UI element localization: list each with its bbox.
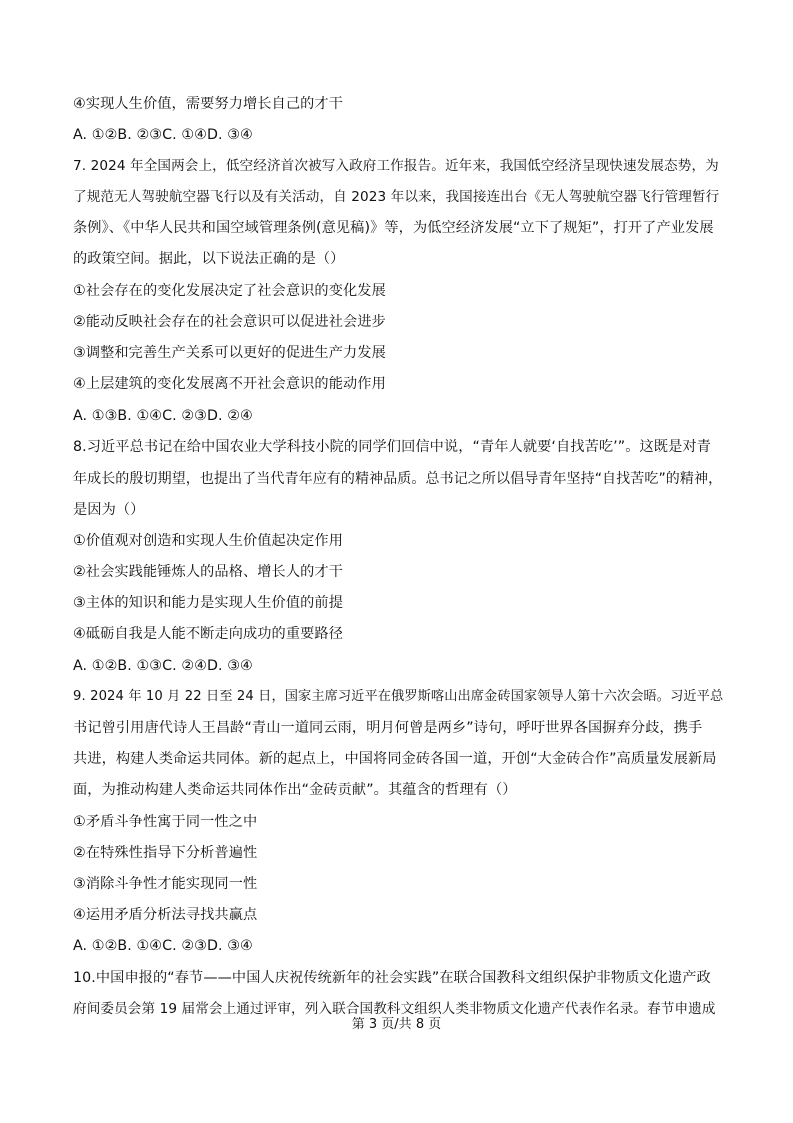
text-line: A. ①②B. ①④C. ②③D. ③④ <box>73 938 253 954</box>
text-line: A. ①②B. ①③C. ②④D. ③④ <box>73 658 253 674</box>
text-line: 了规范无人驾驶航空器飞行以及有关活动，自 2023 年以来，我国接连出台《无人驾驶航空器飞行管理暂行 <box>73 189 720 205</box>
text-line: ②社会实践能锤炼人的品格、增长人的才干 <box>73 564 343 580</box>
text-line: 共进，构建人类命运共同体。新的起点上，中国将同金砖各国一道，开创“大金砖合作”高质量发展新局 <box>73 751 717 767</box>
text-line: ④实现人生价值，需要努力增长自己的才干 <box>73 96 343 112</box>
text-line: ④运用矛盾分析法寻找共赢点 <box>73 907 258 923</box>
text-line: ④砥砺自我是人能不断走向成功的重要路径 <box>73 626 343 642</box>
text-line: 条例》、《中华人民共和国空域管理条例(意见稿)》等，为低空经济发展“立下了规矩”，打开了产业发展 <box>73 220 714 236</box>
text-line: ①矛盾斗争性寓于同一性之中 <box>73 814 258 830</box>
text-line: 府间委员会第 19 届常会上通过评审，列入联合国教科文组织人类非物质文化遗产代表作名录。春节申遗成 <box>73 1001 716 1017</box>
text-line: ③主体的知识和能力是实现人生价值的前提 <box>73 595 343 611</box>
text-line: A. ①②B. ②③C. ①④D. ③④ <box>73 127 253 143</box>
text-line: ②在特殊性指导下分析普遍性 <box>73 845 258 861</box>
text-line: 年成长的殷切期望，也提出了当代青年应有的精神品质。总书记之所以倡导青年坚持“自找苦吃”的精神， <box>73 471 723 487</box>
text-line: ①价值观对创造和实现人生价值起决定作用 <box>73 533 343 549</box>
text-line: 8.习近平总书记在给中国农业大学科技小院的同学们回信中说，“青年人就要‘自找苦吃’”。这既是对青 <box>73 439 711 455</box>
text-line: 9. 2024 年 10 月 22 日至 24 日，国家主席习近平在俄罗斯喀山出席金砖国家领导人第十六次会晤。习近平总 <box>73 689 724 704</box>
text-line: 是因为（） <box>73 502 145 518</box>
text-line: ②能动反映社会存在的社会意识可以促进社会进步 <box>73 314 386 330</box>
text-line: ④上层建筑的变化发展离不开社会意识的能动作用 <box>73 376 386 392</box>
page-footer: 第 3 页/共 8 页 <box>351 1017 442 1032</box>
text-line: 的政策空间。据此，以下说法正确的是（） <box>73 251 345 267</box>
text-line: ③调整和完善生产关系可以更好的促进生产力发展 <box>73 345 386 361</box>
text-line: 10.中国申报的“春节——中国人庆祝传统新年的社会实践”在联合国教科文组织保护非物质文化遗产政 <box>73 970 711 986</box>
text-line: 书记曾引用唐代诗人王昌龄“青山一道同云雨，明月何曾是两乡”诗句，呼吁世界各国摒弃分歧，携手 <box>73 720 703 736</box>
text-line: 面，为推动构建人类命运共同体作出“金砖贡献”。其蕴含的哲理有（） <box>73 782 517 798</box>
text-line: ①社会存在的变化发展决定了社会意识的变化发展 <box>73 283 386 299</box>
text-line: ③消除斗争性才能实现同一性 <box>73 876 258 892</box>
text-line: 7. 2024 年全国两会上，低空经济首次被写入政府工作报告。近年来，我国低空经济呈现快速发展态势，为 <box>73 158 719 174</box>
text-line: A. ①③B. ①④C. ②③D. ②④ <box>73 408 253 424</box>
